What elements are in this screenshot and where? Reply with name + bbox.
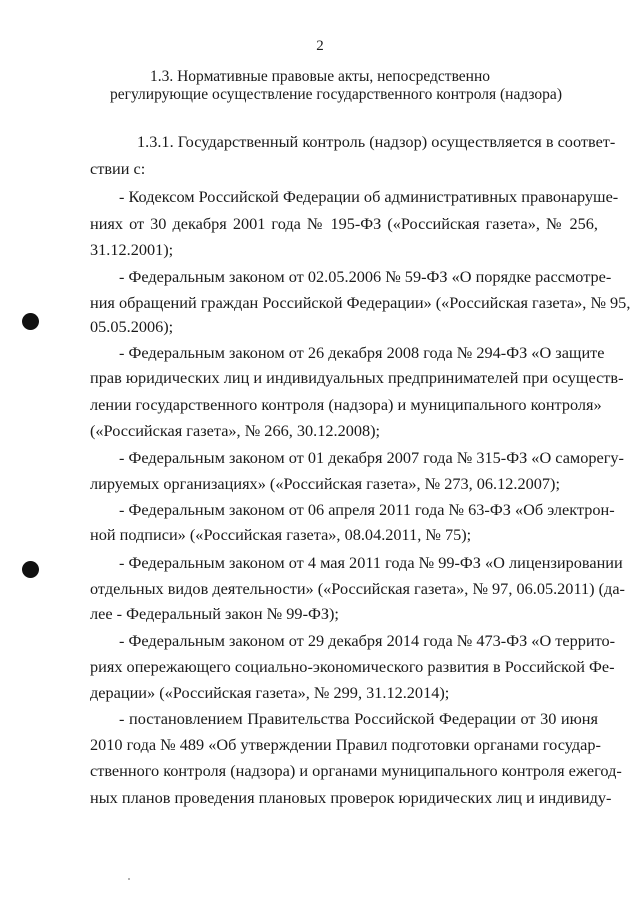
text-line: лируемых организациях» («Российская газета», № 273, 06.12.2007); [90,474,560,493]
text-line: прав юридических лиц и индивидуальных предпринимателей при осуществ- [90,368,624,387]
text-line: отдельных видов деятельности» («Российская газета», № 97, 06.05.2011) (да- [90,579,625,598]
text-line: 2010 года № 489 «Об утверждении Правил подготовки органами государ- [90,735,601,754]
text-line: ных планов проведения плановых проверок юридических лиц и индивиду- [90,788,612,807]
scan-speck [128,878,130,880]
text-line: лее - Федеральный закон № 99-ФЗ); [90,604,339,623]
text-line: - Федеральным законом от 29 декабря 2014 года № 473-ФЗ «О террито- [119,631,616,650]
text-line: 05.05.2006); [90,317,174,336]
text-line: («Российская газета», № 266, 30.12.2008); [90,421,381,440]
text-line: - Федеральным законом от 4 мая 2011 года № 99-ФЗ «О лицензировании [119,553,623,572]
text-line: ниях от 30 декабря 2001 года № 195-ФЗ («Российская газета», № 256, [90,214,598,233]
text-line: ственного контроля (надзора) и органами муниципального контроля ежегод- [90,761,622,780]
text-line: ной подписи» («Российская газета», 08.04.2011, № 75); [90,525,472,544]
text-line: 31.12.2001); [90,240,174,259]
text-line: - Федеральным законом от 26 декабря 2008 года № 294-ФЗ «О защите [119,343,605,362]
text-line: - постановлением Правительства Российской Федерации от 30 июня [119,709,598,728]
text-line: дерации» («Российская газета», № 299, 31.12.2014); [90,683,450,702]
page-number: 2 [316,38,324,54]
text-line: - Федеральным законом от 02.05.2006 № 59-ФЗ «О порядке рассмотре- [119,267,612,286]
text-line: - Кодексом Российской Федерации об административных правонаруше- [119,187,619,206]
text-line: ствии с: [90,159,146,178]
text-line: ния обращений граждан Российской Федерации» («Российская газета», № 95, [90,293,631,312]
section-heading-line-2: регулирующие осуществление государственного контроля (надзора) [110,86,562,103]
text-line: - Федеральным законом от 01 декабря 2007 года № 315-ФЗ «О саморегу- [119,448,624,467]
text-line: - Федеральным законом от 06 апреля 2011 года № 63-ФЗ «Об электрон- [119,500,615,519]
punch-hole-bottom [22,561,39,578]
section-heading [110,68,562,104]
section-heading-line-1: 1.3. Нормативные правовые акты, непосредственно [149,68,491,85]
text-line: 1.3.1. Государственный контроль (надзор) осуществляется в соответ- [137,132,616,151]
punch-hole-top [22,313,39,330]
text-line: лении государственного контроля (надзора) и муниципального контроля» [90,395,602,414]
text-line: риях опережающего социально-экономического развития в Российской Фе- [90,657,615,676]
